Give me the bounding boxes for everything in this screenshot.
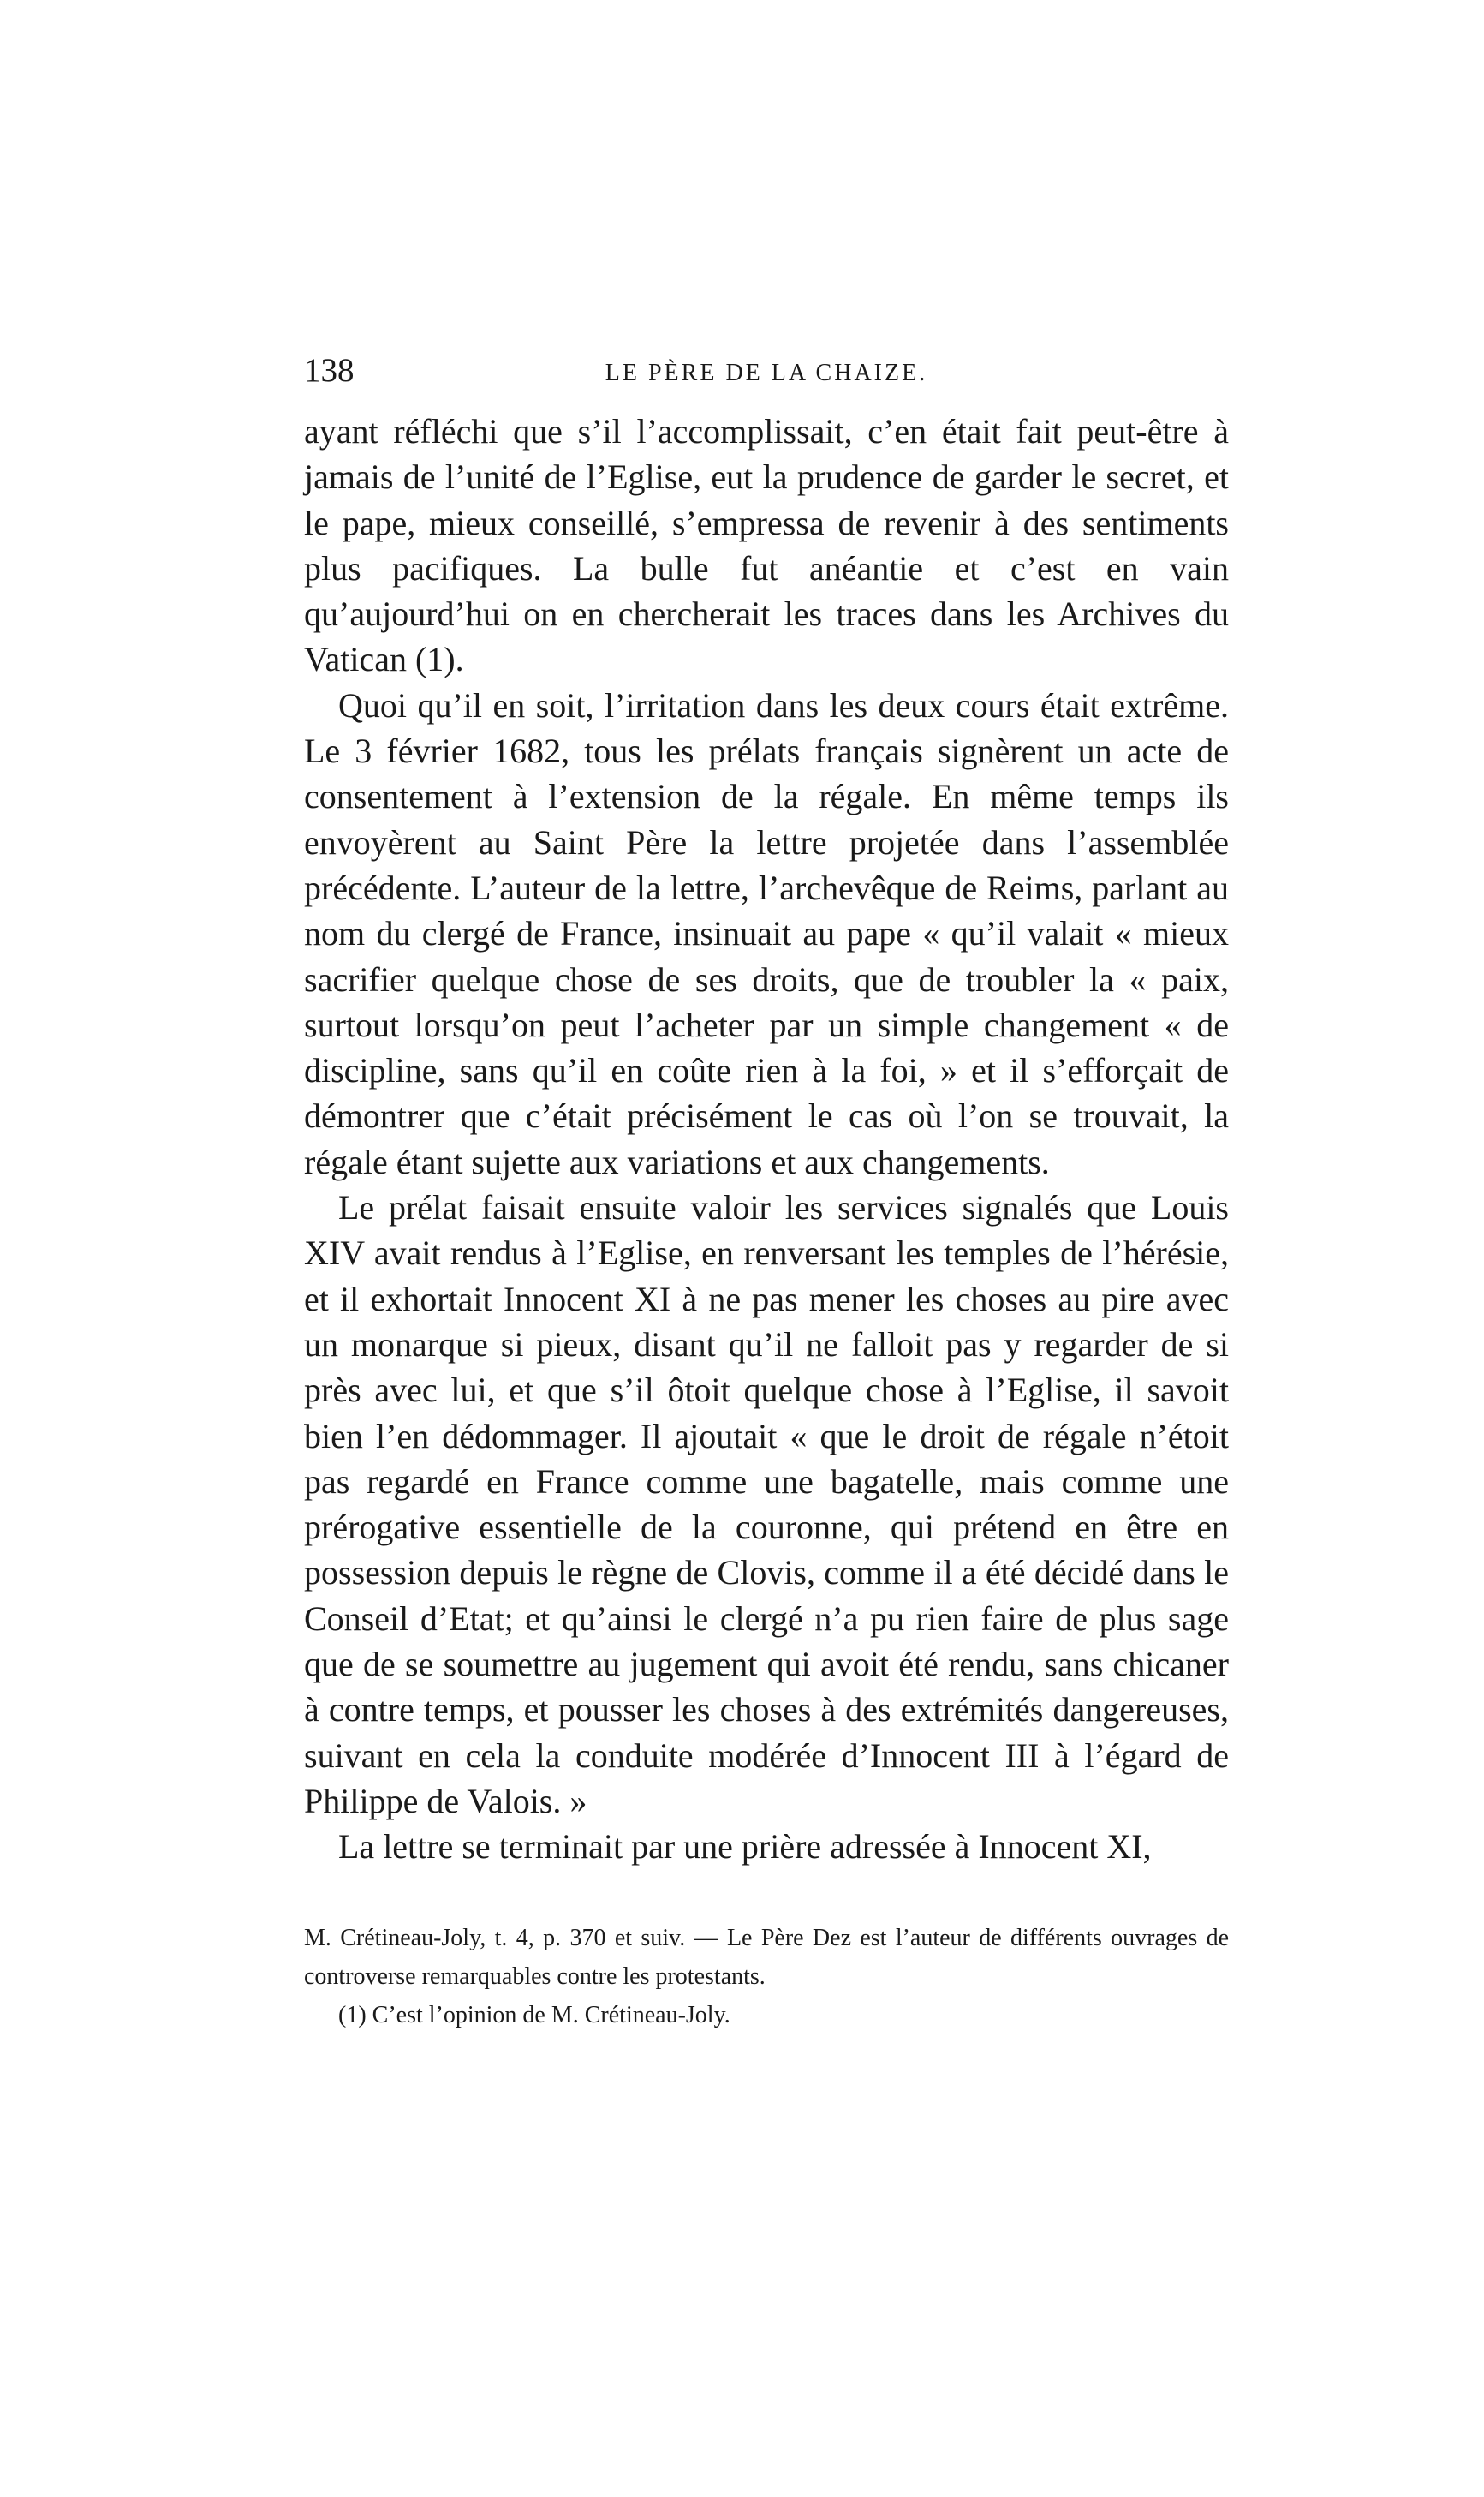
paragraph-1: ayant réfléchi que s’il l’accomplissait, c’en était fait peut-être à jamais de l’unité de l’Eglise, eut la prudence de garder le secret, et le pape, mieux conseillé, s’empressa de revenir à des sentiments plus pacifiques. La bulle fut anéantie et c’est en vain qu’aujourd’hui on en chercherait les traces dans les Archives du Vatican (1). <box>304 412 1229 679</box>
page-number: 138 <box>304 352 355 389</box>
footnote-1: (1) C’est l’opinion de M. Crétineau-Joly. <box>338 2002 730 2028</box>
page-header <box>304 351 1229 403</box>
main-text <box>304 409 1229 1870</box>
paragraph-4: La lettre se terminait par une prière adressée à Innocent XI, <box>338 1827 1152 1867</box>
footnotes <box>304 1919 1229 2034</box>
paragraph-3: Le prélat faisait ensuite valoir les services signalés que Louis XIV avait rendus à l’Eglise, en renversant les temples de l’hérésie, et il exhortait Innocent XI à ne pas mener les choses au pire avec un monarque si pieux, disant qu’il ne falloit pas y regarder de si près avec lui, et que s’il ôtoit quelque chose à l’Eglise, il savoit bien l’en dédommager. Il ajoutait « que le droit de régale n’étoit pas regardé en France comme une bagatelle, mais comme une prérogative essentielle de la couronne, qui prétend en être en possession depuis le règne de Clovis, comme il a été décidé dans le Conseil d’Etat; et qu’ainsi le clergé n’a pu rien faire de plus sage que de se soumettre au jugement qui avoit été rendu, sans chicaner à contre temps, et pousser les choses à des extrémités dangereuses, suivant en cela la conduite modérée d’Innocent III à l’égard de Philippe de Valois. » <box>304 1188 1229 1820</box>
footnote-continuation: M. Crétineau-Joly, t. 4, p. 370 et suiv. — Le Père Dez est l’auteur de différents ouvrages de controverse remarquables contre les protestants. <box>304 1925 1229 1990</box>
paragraph-2: Quoi qu’il en soit, l’irritation dans les deux cours était extrême. Le 3 février 1682, tous les prélats français signèrent un acte de consentement à l’extension de la régale. En même temps ils envoyèrent au Saint Père la lettre projetée dans l’assemblée précédente. L’auteur de la lettre, l’archevêque de Reims, parlant au nom du clergé de France, insinuait au pape « qu’il valait « mieux sacrifier quelque chose de ses droits, que de troubler la « paix, surtout lorsqu’on peut l’acheter par un simple changement « de discipline, sans qu’il en coûte rien à la foi, » et il s’efforçait de démontrer que c’était précisément le cas où l’on se trouvait, la régale étant sujette aux variations et aux changements. <box>304 685 1229 1181</box>
running-title: LE PÈRE DE LA CHAIZE. <box>605 360 928 386</box>
